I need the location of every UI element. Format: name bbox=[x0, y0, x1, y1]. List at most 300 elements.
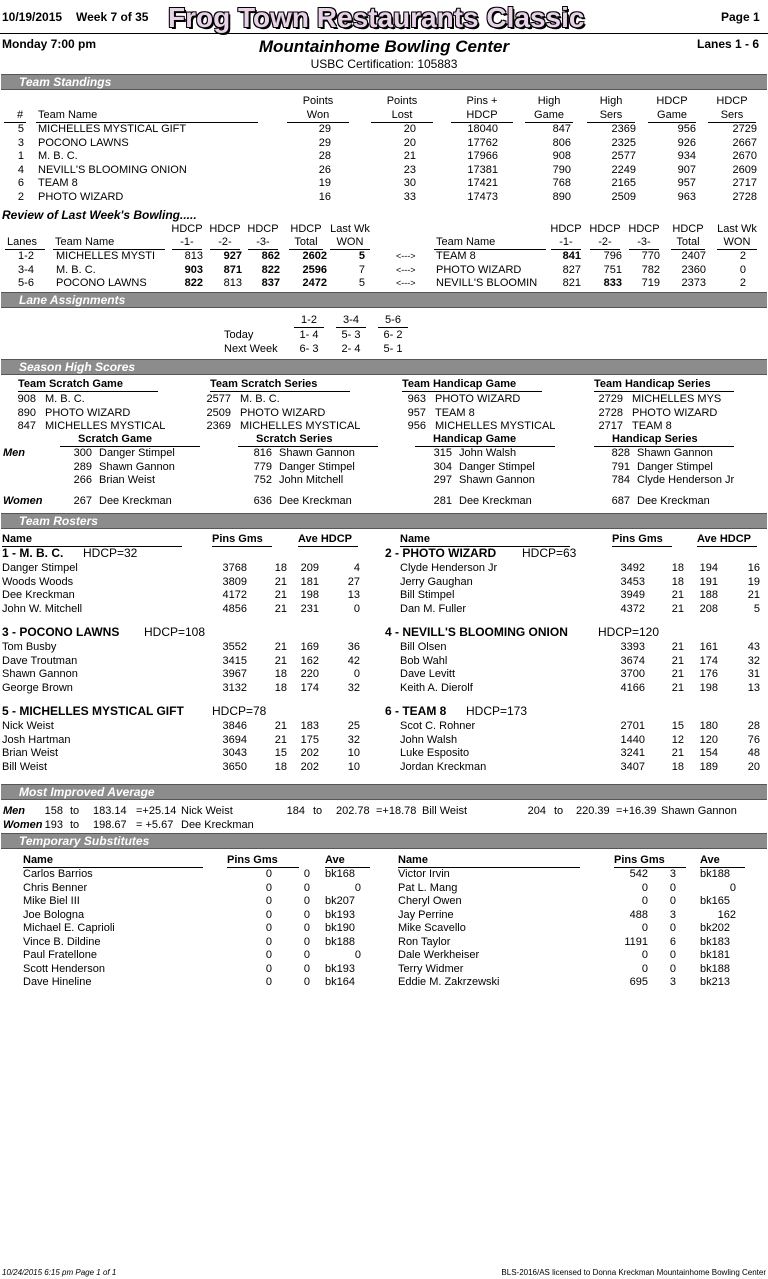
col-header: HDCP bbox=[466, 109, 498, 121]
review-score: 871 bbox=[223, 263, 242, 276]
roster-pins: 3768 bbox=[222, 562, 247, 574]
roster-average: 189 bbox=[699, 760, 718, 773]
next-week-matchup: 5- 1 bbox=[383, 343, 403, 355]
standing-value: 963 bbox=[677, 190, 696, 203]
standing-value: 926 bbox=[677, 136, 696, 149]
high-score: 828 bbox=[611, 447, 630, 459]
standing-team-name: MICHELLES MYSTICAL GIFT bbox=[38, 123, 187, 135]
next-week-matchup: 6- 3 bbox=[299, 343, 319, 355]
improved-bowler: Dee Kreckman bbox=[181, 819, 254, 831]
col-header: High bbox=[537, 95, 561, 107]
sub-average: bk193 bbox=[325, 908, 355, 921]
sub-games: 0 bbox=[669, 962, 676, 975]
sub-name: Dave Hineline bbox=[23, 976, 92, 988]
roster-hdcp: 4 bbox=[353, 562, 360, 574]
col-header: Last Wk bbox=[717, 223, 757, 235]
standing-rank: 1 bbox=[17, 150, 24, 162]
col-header: -2- bbox=[598, 236, 612, 248]
bowler-name: Brian Weist bbox=[99, 474, 156, 486]
sub-games: 3 bbox=[669, 976, 676, 988]
high-score: 289 bbox=[73, 460, 92, 473]
standing-value: 908 bbox=[552, 150, 571, 162]
bowler-name: Danger Stimpel bbox=[99, 447, 175, 459]
standing-value: 2249 bbox=[611, 163, 636, 176]
league-title: Frog Town Restaurants Classic bbox=[168, 2, 585, 33]
sub-name: Terry Widmer bbox=[398, 962, 464, 975]
standing-value: 2670 bbox=[732, 150, 757, 162]
roster-average: 202 bbox=[300, 760, 319, 773]
roster-player-name: Nick Weist bbox=[2, 720, 54, 732]
roster-games: 21 bbox=[274, 589, 287, 601]
roster-average: 220 bbox=[300, 668, 319, 680]
bowler-name: Shawn Gannon bbox=[459, 474, 535, 486]
roster-hdcp: 43 bbox=[747, 641, 760, 653]
roster-average: 162 bbox=[300, 654, 319, 667]
high-team: TEAM 8 bbox=[632, 420, 672, 432]
subs-col-header: Ave bbox=[700, 854, 720, 866]
sub-pins: 0 bbox=[265, 868, 272, 880]
sub-name: Eddie M. Zakrzewski bbox=[398, 976, 500, 988]
roster-games: 18 bbox=[274, 760, 287, 773]
high-score: 890 bbox=[17, 406, 36, 419]
sub-name: Scott Henderson bbox=[23, 962, 105, 975]
sub-games: 0 bbox=[669, 949, 676, 961]
standing-rank: 3 bbox=[17, 136, 24, 149]
standing-value: 16 bbox=[318, 190, 331, 203]
sub-pins: 0 bbox=[641, 895, 648, 907]
col-header: HDCP bbox=[171, 223, 203, 235]
col-header: Total bbox=[676, 236, 700, 248]
roster-player-name: Dan M. Fuller bbox=[400, 602, 467, 615]
roster-games: 18 bbox=[671, 575, 684, 588]
roster-player-name: Woods Woods bbox=[2, 575, 74, 588]
bowler-name: Dee Kreckman bbox=[637, 495, 710, 507]
roster-games: 15 bbox=[671, 720, 684, 732]
col-header: -1- bbox=[180, 236, 194, 248]
roster-hdcp: 28 bbox=[747, 720, 760, 732]
roster-pins: 3700 bbox=[620, 668, 645, 680]
subs-col-header: Pins Gms bbox=[614, 854, 665, 866]
roster-player-name: Josh Hartman bbox=[2, 733, 71, 746]
high-score: 281 bbox=[433, 495, 452, 507]
roster-average: 161 bbox=[699, 641, 718, 653]
roster-player-name: Danger Stimpel bbox=[2, 562, 78, 574]
men-label: Men bbox=[3, 447, 25, 459]
roster-average: 183 bbox=[300, 720, 319, 732]
sub-games: 0 bbox=[669, 881, 676, 894]
sub-pins: 488 bbox=[629, 908, 648, 921]
roster-hdcp: 13 bbox=[747, 681, 760, 694]
sub-pins: 0 bbox=[641, 922, 648, 934]
high-score: 687 bbox=[611, 495, 630, 507]
roster-pins: 3132 bbox=[222, 681, 247, 694]
sub-pins: 0 bbox=[641, 881, 648, 894]
col-header: Game bbox=[657, 109, 687, 121]
sub-pins: 0 bbox=[265, 881, 272, 894]
improved-to: to bbox=[313, 805, 323, 817]
review-team-name: NEVILL'S BLOOMIN bbox=[436, 277, 538, 289]
high-score: 304 bbox=[433, 460, 452, 473]
high-team: PHOTO WIZARD bbox=[240, 406, 326, 419]
sub-average: bk164 bbox=[325, 976, 355, 988]
sub-games: 0 bbox=[303, 908, 310, 921]
roster-col-header: Name bbox=[2, 533, 32, 545]
improved-bowler: Nick Weist bbox=[181, 805, 233, 817]
high-team: PHOTO WIZARD bbox=[632, 406, 718, 419]
sub-games: 0 bbox=[303, 895, 310, 907]
sub-average: bk188 bbox=[700, 962, 730, 975]
sub-name: Carlos Barrios bbox=[23, 868, 93, 880]
col-header: HDCP bbox=[656, 95, 688, 107]
standing-value: 28 bbox=[318, 150, 331, 162]
roster-average: 174 bbox=[300, 681, 319, 694]
col-header: -3- bbox=[256, 236, 270, 248]
roster-games: 21 bbox=[274, 602, 287, 615]
roster-pins: 2701 bbox=[620, 720, 645, 732]
bowler-name: Dee Kreckman bbox=[99, 495, 172, 507]
standing-value: 29 bbox=[318, 136, 331, 149]
review-score: 2373 bbox=[681, 277, 706, 289]
men-label: Men bbox=[3, 805, 25, 817]
col-header: Lanes bbox=[7, 236, 37, 248]
roster-hdcp: 32 bbox=[347, 733, 360, 746]
sub-name: Michael E. Caprioli bbox=[23, 922, 115, 934]
sub-pins: 0 bbox=[641, 949, 648, 961]
standing-value: 907 bbox=[677, 163, 696, 176]
review-lanes: 5-6 bbox=[18, 277, 34, 289]
subs-col-header: Ave bbox=[325, 854, 345, 866]
subs-col-header: Pins Gms bbox=[227, 854, 278, 866]
sub-games: 0 bbox=[669, 922, 676, 934]
high-team: M. B. C. bbox=[240, 393, 280, 405]
roster-pins: 3694 bbox=[222, 733, 247, 746]
roster-games: 21 bbox=[274, 641, 287, 653]
sub-name: Chris Benner bbox=[23, 881, 88, 894]
high-score: 847 bbox=[17, 420, 36, 432]
standing-rank: 2 bbox=[17, 190, 24, 203]
high-score: 816 bbox=[253, 447, 272, 459]
individual-high-title: Scratch Series bbox=[256, 433, 333, 445]
roster-games: 21 bbox=[671, 747, 684, 759]
women-label: Women bbox=[3, 495, 43, 507]
roster-pins: 3674 bbox=[620, 654, 645, 667]
review-score: 822 bbox=[184, 277, 203, 289]
roster-player-name: Clyde Henderson Jr bbox=[400, 562, 498, 574]
col-header: Pins + bbox=[466, 95, 498, 107]
standing-value: 21 bbox=[403, 150, 416, 162]
review-score: 796 bbox=[603, 250, 622, 262]
bowler-name: Clyde Henderson Jr bbox=[637, 474, 735, 486]
section-temporary-substitutes: Temporary Substitutes bbox=[1, 833, 767, 849]
review-arrow: <---> bbox=[396, 278, 416, 288]
col-header: WON bbox=[723, 236, 751, 248]
roster-col-header: Pins Gms bbox=[612, 533, 663, 545]
standing-value: 2577 bbox=[611, 150, 636, 162]
sub-average: 0 bbox=[729, 881, 736, 894]
sub-average: bk183 bbox=[700, 935, 730, 948]
lane-pair: 3-4 bbox=[343, 314, 359, 326]
standing-value: 17473 bbox=[467, 190, 498, 203]
team-high-title: Team Scratch Series bbox=[210, 378, 318, 390]
col-header: Won bbox=[306, 109, 330, 121]
roster-hdcp: 31 bbox=[747, 668, 760, 680]
standing-value: 17762 bbox=[467, 136, 498, 149]
sub-games: 6 bbox=[669, 935, 676, 948]
bowler-name: Danger Stimpel bbox=[279, 460, 355, 473]
review-lanes: 1-2 bbox=[18, 250, 34, 262]
next-week-matchup: 2- 4 bbox=[341, 343, 361, 355]
roster-games: 21 bbox=[671, 602, 684, 615]
roster-team-hdcp: HDCP=32 bbox=[83, 546, 138, 560]
roster-average: 198 bbox=[699, 681, 718, 694]
standing-value: 17966 bbox=[467, 150, 498, 162]
sub-games: 3 bbox=[669, 868, 676, 880]
roster-team-hdcp: HDCP=63 bbox=[522, 546, 577, 560]
roster-hdcp: 32 bbox=[347, 681, 360, 694]
today-matchup: 5- 3 bbox=[341, 329, 361, 341]
standing-value: 29 bbox=[318, 123, 331, 135]
sub-name: Dale Werkheiser bbox=[398, 949, 480, 961]
improved-to: to bbox=[70, 805, 80, 817]
roster-average: 169 bbox=[300, 641, 319, 653]
roster-average: 231 bbox=[300, 602, 319, 615]
review-score: 2 bbox=[739, 250, 746, 262]
roster-col-header: Name bbox=[400, 533, 430, 545]
section-team-standings: Team Standings bbox=[1, 74, 767, 90]
standing-value: 2325 bbox=[611, 136, 636, 149]
bowler-name: Dee Kreckman bbox=[279, 495, 352, 507]
subs-col-header: Name bbox=[398, 854, 428, 866]
roster-pins: 4172 bbox=[222, 589, 247, 601]
col-header: HDCP bbox=[247, 223, 279, 235]
roster-hdcp: 16 bbox=[747, 562, 760, 574]
standing-team-name: NEVILL'S BLOOMING ONION bbox=[38, 163, 187, 176]
high-team: MICHELLES MYS bbox=[632, 393, 722, 405]
review-arrow: <---> bbox=[396, 251, 416, 261]
roster-hdcp: 10 bbox=[347, 760, 360, 773]
roster-hdcp: 48 bbox=[747, 747, 760, 759]
section-team-rosters: Team Rosters bbox=[1, 513, 767, 529]
bowler-name: Shawn Gannon bbox=[637, 447, 713, 459]
standing-value: 2165 bbox=[611, 177, 636, 189]
standing-rank: 4 bbox=[17, 163, 24, 176]
standing-team-name: POCONO LAWNS bbox=[38, 136, 129, 149]
improved-new-average: 202.78 bbox=[336, 805, 370, 817]
improved-to: to bbox=[70, 819, 80, 831]
roster-average: 120 bbox=[699, 733, 718, 746]
improved-new-average: 220.39 bbox=[576, 805, 610, 817]
review-score: 822 bbox=[261, 263, 280, 276]
sub-name: Victor Irvin bbox=[398, 868, 450, 880]
roster-hdcp: 5 bbox=[753, 602, 760, 615]
improved-new-average: 183.14 bbox=[93, 805, 127, 817]
high-score: 2369 bbox=[206, 420, 231, 432]
roster-player-name: Scot C. Rohner bbox=[400, 720, 476, 732]
roster-player-name: Dee Kreckman bbox=[2, 589, 75, 601]
sub-pins: 542 bbox=[629, 868, 648, 880]
standing-value: 17421 bbox=[467, 177, 498, 189]
high-score: 908 bbox=[17, 393, 36, 405]
col-header: High bbox=[599, 95, 623, 107]
roster-pins: 4856 bbox=[222, 602, 247, 615]
individual-high-title: Handicap Game bbox=[433, 433, 517, 445]
col-header: HDCP bbox=[209, 223, 241, 235]
roster-player-name: Tom Busby bbox=[2, 641, 57, 653]
sub-average: bk213 bbox=[700, 976, 730, 988]
roster-games: 12 bbox=[671, 733, 684, 746]
review-score: 841 bbox=[562, 250, 581, 262]
team-high-title: Team Handicap Series bbox=[594, 378, 711, 390]
roster-pins: 4166 bbox=[620, 681, 645, 694]
sub-games: 0 bbox=[303, 949, 310, 961]
high-score: 297 bbox=[433, 474, 452, 486]
standing-team-name: TEAM 8 bbox=[38, 177, 78, 189]
roster-team-title: 2 - PHOTO WIZARD bbox=[385, 546, 497, 560]
sub-name: Mike Scavello bbox=[398, 922, 466, 934]
review-arrow: <---> bbox=[396, 264, 416, 275]
high-score: 315 bbox=[433, 447, 452, 459]
roster-pins: 3415 bbox=[222, 654, 247, 667]
standing-value: 20 bbox=[403, 136, 416, 149]
roster-average: 175 bbox=[300, 733, 319, 746]
review-team-name: PHOTO WIZARD bbox=[436, 263, 522, 276]
review-score: 821 bbox=[562, 277, 581, 289]
sub-pins: 0 bbox=[265, 922, 272, 934]
roster-player-name: Jerry Gaughan bbox=[400, 575, 473, 588]
standing-value: 20 bbox=[403, 123, 416, 135]
roster-hdcp: 13 bbox=[347, 589, 360, 601]
improved-old-average: 204 bbox=[527, 805, 546, 817]
review-score: 2602 bbox=[302, 250, 327, 262]
roster-team-title: 5 - MICHELLES MYSTICAL GIFT bbox=[2, 704, 184, 718]
roster-games: 21 bbox=[274, 733, 287, 746]
standing-value: 17381 bbox=[467, 163, 498, 176]
roster-average: 174 bbox=[699, 654, 718, 667]
roster-pins: 3967 bbox=[222, 668, 247, 680]
roster-average: 191 bbox=[699, 575, 718, 588]
roster-games: 18 bbox=[274, 562, 287, 574]
sub-name: Joe Bologna bbox=[23, 908, 85, 921]
sub-average: 0 bbox=[354, 949, 361, 961]
sub-name: Pat L. Mang bbox=[398, 881, 458, 894]
roster-team-hdcp: HDCP=108 bbox=[144, 625, 206, 639]
review-score: 5 bbox=[358, 250, 365, 262]
review-score: 833 bbox=[603, 277, 622, 289]
sub-pins: 0 bbox=[265, 908, 272, 921]
standing-value: 2509 bbox=[611, 190, 636, 203]
sub-average: bk181 bbox=[700, 949, 730, 961]
high-team: MICHELLES MYSTICAL bbox=[435, 420, 556, 432]
roster-hdcp: 0 bbox=[353, 602, 360, 615]
roster-player-name: Shawn Gannon bbox=[2, 668, 78, 680]
roster-average: 154 bbox=[699, 747, 718, 759]
section-season-high-scores: Season High Scores bbox=[1, 359, 767, 375]
week-label: Week 7 of 35 bbox=[76, 10, 149, 24]
team-high-title: Team Handicap Game bbox=[402, 378, 517, 390]
standing-rank: 6 bbox=[17, 177, 24, 189]
high-score: 2728 bbox=[598, 406, 623, 419]
sub-pins: 0 bbox=[265, 949, 272, 961]
roster-player-name: Bill Weist bbox=[2, 760, 48, 773]
sub-average: bk188 bbox=[325, 935, 355, 948]
roster-hdcp: 27 bbox=[347, 575, 360, 588]
review-score: 782 bbox=[641, 263, 660, 276]
today-matchup: 1- 4 bbox=[299, 329, 319, 341]
col-header: -3- bbox=[637, 236, 651, 248]
roster-player-name: John Walsh bbox=[400, 733, 458, 746]
review-score: 2407 bbox=[681, 250, 706, 262]
sub-average: 0 bbox=[354, 881, 361, 894]
col-header: -1- bbox=[559, 236, 573, 248]
roster-hdcp: 10 bbox=[347, 747, 360, 759]
roster-games: 21 bbox=[274, 654, 287, 667]
day-time: Monday 7:00 pm bbox=[2, 37, 97, 51]
next-week-label: Next Week bbox=[224, 343, 278, 355]
high-team: MICHELLES MYSTICAL bbox=[45, 420, 166, 432]
review-team-name: POCONO LAWNS bbox=[56, 277, 147, 289]
standing-team-name: PHOTO WIZARD bbox=[38, 190, 124, 203]
high-team: MICHELLES MYSTICAL bbox=[240, 420, 361, 432]
review-lanes: 3-4 bbox=[18, 263, 34, 276]
high-score: 752 bbox=[253, 474, 272, 486]
review-score: 837 bbox=[261, 277, 280, 289]
col-header: WON bbox=[336, 236, 364, 248]
roster-games: 21 bbox=[274, 575, 287, 588]
review-score: 2472 bbox=[302, 277, 327, 289]
high-team: M. B. C. bbox=[45, 393, 85, 405]
review-score: 2360 bbox=[681, 263, 706, 276]
high-score: 784 bbox=[611, 474, 630, 486]
standing-value: 23 bbox=[403, 163, 416, 176]
standing-value: 790 bbox=[552, 163, 571, 176]
roster-pins: 1440 bbox=[620, 733, 645, 746]
roster-player-name: Dave Levitt bbox=[400, 668, 456, 680]
standing-team-name: M. B. C. bbox=[38, 150, 78, 162]
roster-games: 21 bbox=[671, 681, 684, 694]
high-team: PHOTO WIZARD bbox=[45, 406, 131, 419]
roster-average: 202 bbox=[300, 747, 319, 759]
roster-pins: 3650 bbox=[222, 760, 247, 773]
review-score: 813 bbox=[223, 277, 242, 289]
review-score: 813 bbox=[184, 250, 203, 262]
roster-pins: 3241 bbox=[620, 747, 645, 759]
bowler-name: Shawn Gannon bbox=[99, 460, 175, 473]
roster-hdcp: 42 bbox=[347, 654, 360, 667]
sub-average: bk207 bbox=[325, 895, 355, 907]
standing-value: 806 bbox=[552, 136, 571, 149]
sub-games: 0 bbox=[303, 922, 310, 934]
roster-games: 21 bbox=[671, 589, 684, 601]
high-score: 2717 bbox=[598, 420, 623, 432]
improved-bowler: Bill Weist bbox=[422, 805, 468, 817]
improved-to: to bbox=[554, 805, 564, 817]
roster-player-name: Luke Esposito bbox=[400, 747, 470, 759]
review-score: 0 bbox=[739, 263, 746, 276]
col-header: Sers bbox=[720, 109, 744, 121]
standing-value: 19 bbox=[318, 177, 331, 189]
col-header: HDCP bbox=[716, 95, 748, 107]
improved-old-average: 158 bbox=[44, 805, 63, 817]
page-number: Page 1 bbox=[721, 10, 760, 24]
roster-hdcp: 32 bbox=[747, 654, 760, 667]
sub-games: 0 bbox=[303, 962, 310, 975]
bowler-name: Danger Stimpel bbox=[637, 460, 713, 473]
review-score: 770 bbox=[641, 250, 660, 262]
roster-player-name: John W. Mitchell bbox=[2, 602, 83, 615]
roster-player-name: Dave Troutman bbox=[2, 654, 78, 667]
roster-average: 194 bbox=[699, 562, 718, 574]
col-header: Last Wk bbox=[330, 223, 370, 235]
